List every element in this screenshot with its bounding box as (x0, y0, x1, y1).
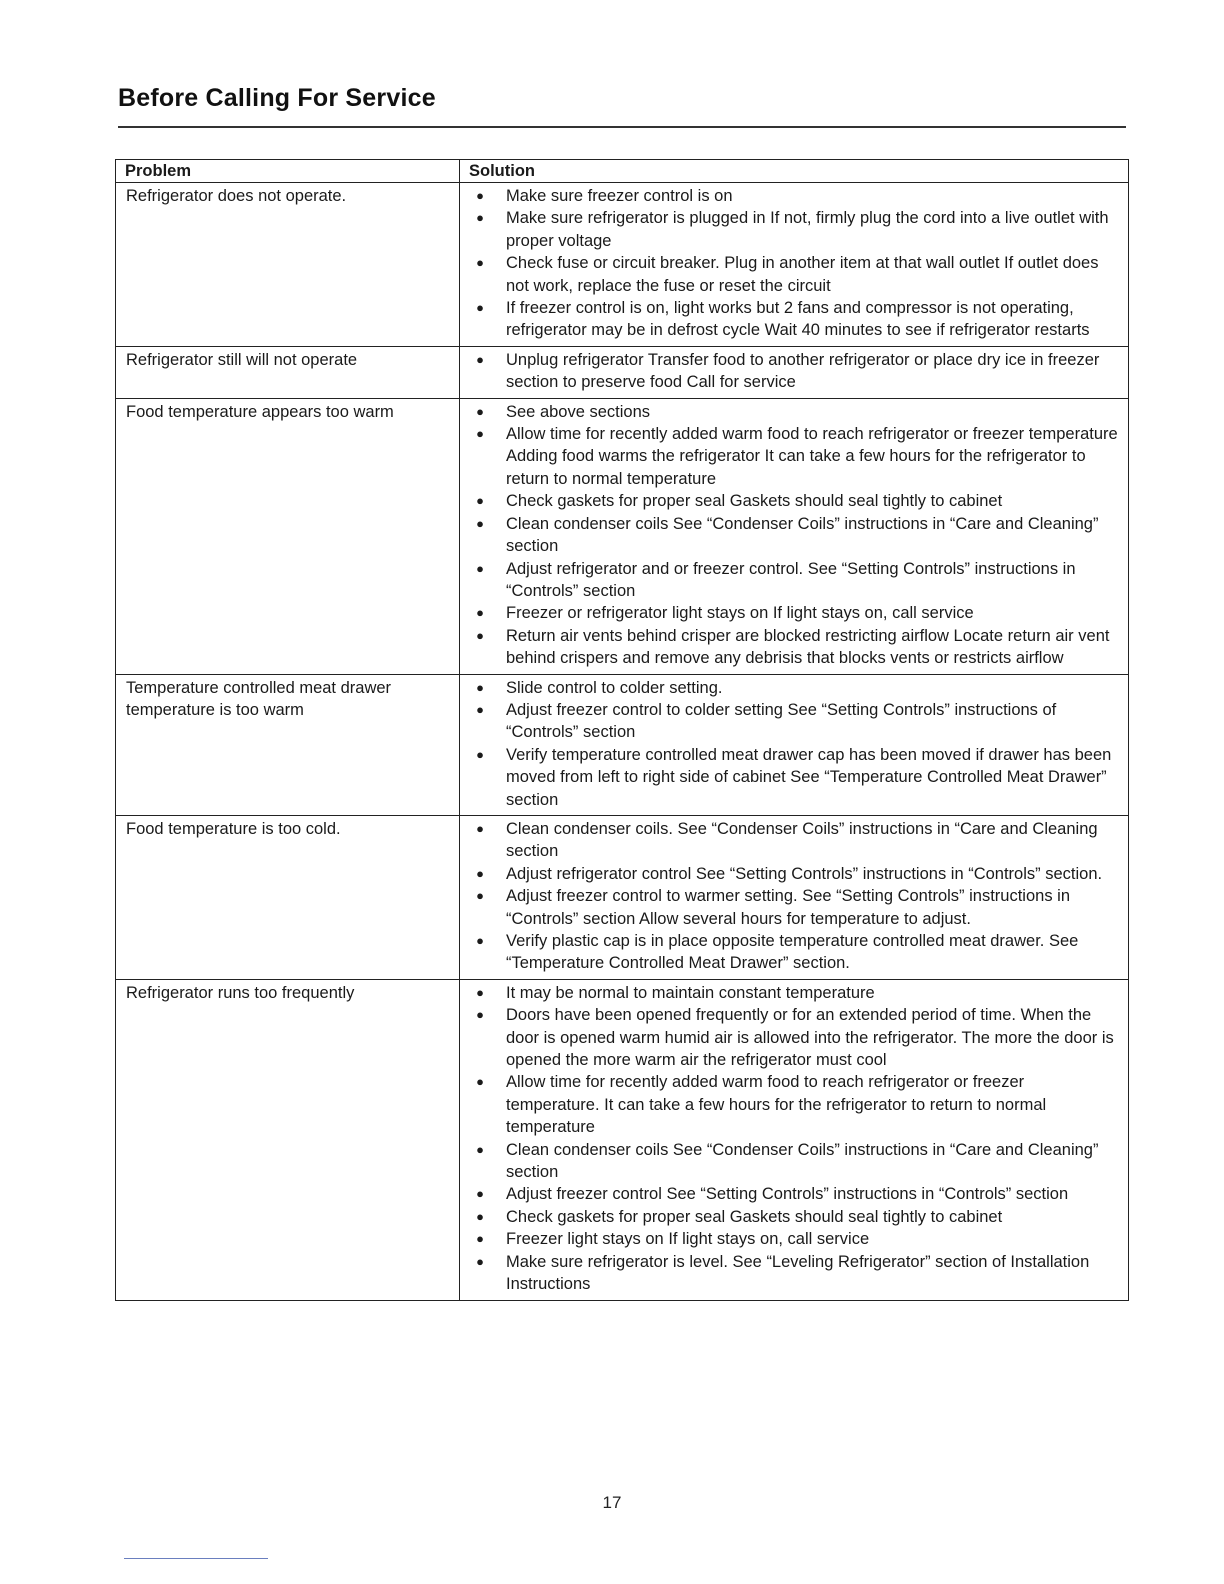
solution-text: Verify plastic cap is in place opposite temperature controlled meat drawer. See “Temperature Controlled Meat Drawer” section. (506, 932, 1079, 973)
bullet-icon: ● (476, 627, 484, 643)
solution-item (460, 423, 1118, 490)
solution-item (460, 818, 1118, 863)
footer-divider (124, 1558, 268, 1559)
bullet-icon: ● (476, 679, 484, 695)
table-row (116, 674, 1129, 815)
solution-list (460, 982, 1118, 1296)
bullet-icon: ● (476, 1231, 484, 1247)
solution-item (460, 625, 1118, 670)
problem-text: Refrigerator does not operate. (126, 187, 347, 205)
solution-item (460, 207, 1118, 252)
troubleshooting-table-container (115, 159, 1128, 1301)
solution-list (460, 818, 1118, 975)
bullet-icon: ● (476, 701, 484, 717)
table-header-row (116, 160, 1129, 183)
solution-item (460, 982, 1118, 1004)
solution-cell (460, 183, 1129, 347)
solution-text: Adjust freezer control to warmer setting. See “Setting Controls” instructions in “Controls” section Allow several hours for temperature to adjust. (506, 887, 1070, 928)
bullet-icon: ● (476, 351, 484, 367)
problem-text: Temperature controlled meat drawer temperature is too warm (126, 678, 392, 719)
table-body (116, 183, 1129, 1301)
solution-text: Check gaskets for proper seal Gaskets should seal tightly to cabinet (506, 492, 1003, 511)
bullet-icon: ● (476, 1208, 484, 1224)
solution-text: If freezer control is on, light works but 2 fans and compressor is not operating, refrigerator may be in defrost cycle Wait 40 minutes to see if refrigerator restarts (506, 299, 1090, 340)
solution-text: Verify temperature controlled meat drawer cap has been moved if drawer has been moved from left to right side of cabinet See “Temperature Controlled Meat Drawer” section (506, 745, 1112, 809)
bullet-icon: ● (476, 605, 484, 621)
solution-text: Adjust refrigerator and or freezer control. See “Setting Controls” instructions in “Controls” section (506, 559, 1076, 600)
title-divider (118, 126, 1126, 128)
solution-text: Clean condenser coils. See “Condenser Coils” instructions in “Care and Cleaning section (506, 819, 1098, 861)
problem-text: Refrigerator still will not operate (126, 350, 358, 369)
solution-list (460, 185, 1118, 342)
solution-item (460, 1139, 1118, 1184)
solution-text: Slide control to colder setting. (506, 678, 723, 697)
solution-text: It may be normal to maintain constant temperature (506, 983, 875, 1002)
solution-item (460, 490, 1118, 512)
solution-text: Make sure refrigerator is level. See “Leveling Refrigerator” section of Installation Instructions (506, 1252, 1090, 1294)
problem-cell (116, 346, 460, 398)
solution-text: Freezer or refrigerator light stays on If light stays on, call service (506, 604, 974, 623)
solution-cell (460, 346, 1129, 398)
problem-cell (116, 815, 460, 979)
problem-cell (116, 674, 460, 815)
bullet-icon: ● (476, 426, 484, 442)
bullet-icon: ● (476, 865, 484, 881)
problem-cell (116, 398, 460, 674)
bullet-icon: ● (476, 1074, 484, 1090)
bullet-icon: ● (476, 300, 484, 316)
column-header-solution: Solution (460, 160, 1129, 183)
bullet-icon: ● (476, 933, 484, 948)
solution-text: Check gaskets for proper seal Gaskets should seal tightly to cabinet (506, 1207, 1003, 1226)
bullet-icon: ● (476, 746, 484, 762)
solution-item (460, 185, 1118, 207)
solution-text: Allow time for recently added warm food to reach refrigerator or freezer temperature. It can take a few hours for the refrigerator to return to normal temperature (506, 1073, 1047, 1137)
page-number: 17 (602, 1493, 622, 1512)
bullet-icon: ● (476, 515, 484, 531)
bullet-icon: ● (476, 403, 484, 419)
solution-item (460, 677, 1118, 699)
solution-item (460, 602, 1118, 624)
bullet-icon: ● (476, 493, 484, 509)
troubleshooting-table (115, 159, 1129, 1301)
bullet-icon: ● (476, 1186, 484, 1202)
solution-item (460, 349, 1118, 394)
solution-text: Make sure refrigerator is plugged in If not, firmly plug the cord into a live outlet with proper voltage (506, 209, 1109, 250)
solution-text: Adjust refrigerator control See “Setting Controls” instructions in “Controls” section. (506, 864, 1103, 883)
problem-text: Food temperature appears too warm (126, 402, 394, 421)
solution-text: Clean condenser coils See “Condenser Coils” instructions in “Care and Cleaning” section (506, 514, 1099, 556)
bullet-icon: ● (476, 560, 484, 576)
solution-text: Return air vents behind crisper are blocked restricting airflow Locate return air vent behind crispers and remove any debrisis that blocks vents or restricts airflow (506, 626, 1110, 668)
solution-item (460, 252, 1118, 297)
problem-cell (116, 979, 460, 1300)
solution-item (460, 1228, 1118, 1250)
solution-item (460, 1183, 1118, 1205)
solution-cell (460, 398, 1129, 674)
solution-text: See above sections (506, 402, 651, 421)
solution-item (460, 1071, 1118, 1138)
solution-list (460, 677, 1118, 811)
problem-text: Food temperature is too cold. (126, 819, 341, 838)
solution-item (460, 1251, 1118, 1296)
bullet-icon: ● (476, 888, 484, 904)
solution-text: Freezer light stays on If light stays on, call service (506, 1230, 870, 1249)
bullet-icon: ● (476, 188, 484, 203)
solution-text: Adjust freezer control to colder setting See “Setting Controls” instructions of “Controls” section (506, 700, 1057, 742)
table-row (116, 183, 1129, 347)
bullet-icon: ● (476, 210, 484, 226)
bullet-icon: ● (476, 984, 484, 1000)
solution-cell (460, 674, 1129, 815)
solution-item (460, 744, 1118, 811)
solution-cell (460, 815, 1129, 979)
solution-list (460, 349, 1118, 394)
bullet-icon: ● (476, 1253, 484, 1269)
solution-text: Adjust freezer control See “Setting Controls” instructions in “Controls” section (506, 1185, 1069, 1204)
table-row (116, 979, 1129, 1300)
solution-item (460, 930, 1118, 975)
solution-item (460, 513, 1118, 558)
solution-item (460, 863, 1118, 885)
solution-text: Make sure freezer control is on (506, 187, 733, 205)
solution-item (460, 558, 1118, 603)
table-row (116, 346, 1129, 398)
solution-cell (460, 979, 1129, 1300)
column-header-problem: Problem (116, 160, 460, 183)
problem-text: Refrigerator runs too frequently (126, 983, 355, 1002)
bullet-icon: ● (476, 255, 484, 271)
solution-text: Check fuse or circuit breaker. Plug in another item at that wall outlet If outlet does not work, replace the fuse or reset the circuit (506, 254, 1099, 295)
table-row (116, 815, 1129, 979)
solution-item (460, 401, 1118, 423)
solution-list (460, 401, 1118, 670)
solution-text: Allow time for recently added warm food to reach refrigerator or freezer temperature Adding food warms the refrigerator It can take a few hours for the refrigerator to return to normal temperature (506, 425, 1118, 488)
solution-item (460, 1206, 1118, 1228)
solution-item (460, 885, 1118, 930)
solution-item (460, 297, 1118, 342)
solution-text: Clean condenser coils See “Condenser Coils” instructions in “Care and Cleaning” section (506, 1140, 1099, 1182)
problem-cell (116, 183, 460, 347)
solution-item (460, 699, 1118, 744)
solution-item (460, 1004, 1118, 1071)
solution-text: Unplug refrigerator Transfer food to another refrigerator or place dry ice in freezer section to preserve food Call for service (506, 350, 1100, 392)
bullet-icon: ● (476, 1141, 484, 1157)
table-row (116, 398, 1129, 674)
bullet-icon: ● (476, 820, 484, 836)
bullet-icon: ● (476, 1007, 484, 1023)
page-title: Before Calling For Service (118, 84, 436, 112)
solution-text: Doors have been opened frequently or for an extended period of time. When the door is opened warm humid air is allowed into the refrigerator. The more the door is opened the more warm air the refrigerator must cool (506, 1006, 1114, 1070)
